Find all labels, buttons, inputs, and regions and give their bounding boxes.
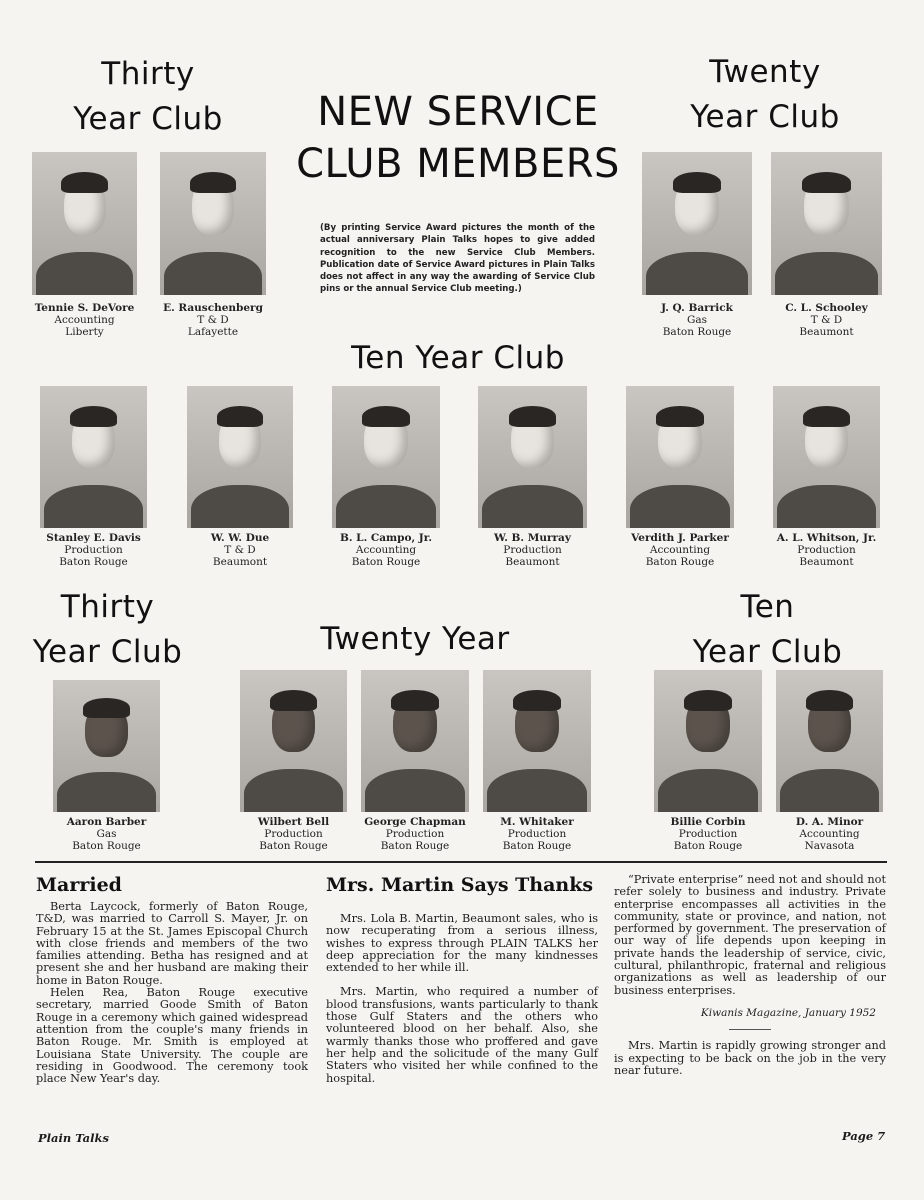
portrait-hair	[190, 172, 237, 193]
member-caption	[345, 816, 485, 852]
quote-source: Kiwanis Magazine, January 1952	[700, 1006, 876, 1019]
footer-publication: Plain Talks	[38, 1131, 109, 1145]
portrait-hair	[217, 406, 264, 427]
section-divider	[35, 861, 887, 863]
club-heading	[300, 336, 616, 381]
member-name: Billie Corbin	[670, 816, 746, 828]
member-portrait	[654, 670, 762, 812]
member-portrait	[240, 670, 347, 812]
portrait-hair	[803, 406, 850, 427]
title-line-1: NEW SERVICE	[317, 89, 599, 135]
portrait-hair	[513, 690, 561, 711]
member-name: C. L. Schooley	[785, 302, 868, 314]
portrait-body	[336, 485, 435, 528]
member-portrait	[187, 386, 293, 528]
portrait-hair	[656, 406, 704, 427]
member-city: Baton Rouge	[59, 556, 128, 568]
member-caption	[170, 532, 310, 568]
member-caption	[224, 816, 364, 852]
club-heading-line: Twenty Year	[320, 621, 510, 657]
member-portrait	[32, 152, 137, 295]
member-caption	[316, 532, 456, 568]
member-city: Beaumont	[799, 556, 854, 568]
member-caption	[467, 816, 607, 852]
member-caption	[757, 302, 897, 338]
member-department: Production	[264, 828, 323, 840]
member-city: Baton Rouge	[72, 840, 141, 852]
portrait-hair	[684, 690, 732, 711]
member-city: Liberty	[65, 326, 104, 338]
portrait-body	[487, 769, 586, 812]
club-heading	[48, 52, 248, 142]
member-department: Gas	[96, 828, 117, 840]
page-title	[283, 86, 633, 190]
portrait-body	[244, 769, 342, 812]
club-heading-line: Year Club	[690, 99, 840, 135]
short-divider	[729, 1029, 771, 1030]
intro-note: (By printing Service Award pictures the month of the actual anniversary Plain Talks hopes to give added recognition to the new Service Club Members. Publication date of Service Award pictures in Plain Talks does not affect in any way the awarding of Service Club pins or the annual Service Club meeting.)	[320, 223, 595, 295]
portrait-body	[775, 252, 877, 295]
portrait-body	[57, 772, 155, 812]
club-heading-line: Thirty	[60, 589, 155, 625]
member-caption	[627, 302, 767, 338]
member-name: A. L. Whitson, Jr.	[776, 532, 877, 544]
member-department: Accounting	[54, 314, 115, 326]
member-caption	[37, 816, 177, 852]
article-paragraph: Mrs. Martin, who required a number of blood transfusions, wants particularly to thank those Gulf Staters and the others who volunteered blood on her behalf. Also, she warmly thanks those who proffered and gave her help and the solicitude of the many Gulf Staters who visited her while confined to the hospital.	[326, 985, 598, 1085]
member-name: Stanley E. Davis	[46, 532, 141, 544]
member-city: Beaumont	[212, 556, 268, 568]
club-heading-line: Year Club	[73, 101, 223, 137]
member-portrait	[40, 386, 147, 528]
portrait-body	[777, 485, 875, 528]
member-department: Production	[385, 828, 445, 840]
portrait-hair	[802, 172, 851, 193]
member-caption	[638, 816, 778, 852]
member-city: Navasota	[804, 840, 855, 852]
member-department: Accounting	[799, 828, 860, 840]
portrait-hair	[83, 698, 130, 718]
member-caption	[15, 302, 155, 338]
member-portrait	[626, 386, 734, 528]
footer-page-number: Page 7	[842, 1129, 886, 1143]
member-city: Lafayette	[187, 326, 239, 338]
club-heading	[665, 50, 865, 140]
member-portrait	[361, 670, 469, 812]
member-department: Gas	[686, 314, 708, 326]
member-department: Accounting	[355, 544, 417, 556]
club-heading-line: Twenty	[709, 54, 821, 90]
member-caption	[757, 532, 897, 568]
portrait-hair	[391, 690, 439, 711]
member-caption	[463, 532, 603, 568]
member-name: Tennie S. DeVore	[34, 302, 135, 314]
club-heading-line: Year Club	[692, 634, 843, 670]
member-city: Baton Rouge	[380, 840, 450, 852]
portrait-hair	[362, 406, 410, 427]
member-city: Beaumont	[799, 326, 854, 338]
member-name: Verdith J. Parker	[631, 532, 729, 544]
member-department: Production	[797, 544, 856, 556]
member-portrait	[776, 670, 883, 812]
member-name: W. W. Due	[210, 532, 270, 544]
member-city: Baton Rouge	[645, 556, 715, 568]
member-portrait	[773, 386, 880, 528]
member-name: Wilbert Bell	[257, 816, 330, 828]
member-caption	[760, 816, 900, 852]
member-name: M. Whitaker	[500, 816, 574, 828]
article-private-enterprise	[614, 874, 886, 1077]
portrait-body	[658, 769, 757, 812]
article-paragraph: Helen Rea, Baton Rouge executive secretary, married Goode Smith of Baton Rouge in a ceremony which gained widespread attention from the couple's many friends in Baton Rouge. Mr. Smith is employed at Louisiana State University. The couple are residing in Goodwood. The ceremony took place New Year's day.	[36, 986, 308, 1086]
club-heading	[665, 585, 870, 675]
article-paragraph: Mrs. Lola B. Martin, Beaumont sales, who is now recuperating from a serious illness, wishes to express through PLAIN TALKS her deep appreciation for the many kindnesses extended to her while ill.	[326, 912, 598, 975]
portrait-hair	[270, 690, 317, 711]
article-paragraph: Berta Laycock, formerly of Baton Rouge, T&D, was married to Carroll S. Mayer, Jr. on February 15 at the St. James Episcopal Church with close friends and members of the two families attending. Betha has resigned and at present she and her husband are making their home in Baton Rouge.	[36, 900, 308, 987]
article-paragraph: “Private enterprise” need not and should not refer solely to business and industry. Private enterprise encompasses all activities in the community, state or province, and nation, not performed by government. The preservation of our way of life depends upon keeping in private hands the leadership of service, civic, cultural, philanthropic, fraternal and religious organizations as well as leadership of our business enterprises.	[614, 873, 886, 997]
member-department: Production	[678, 828, 738, 840]
club-heading	[10, 585, 205, 675]
member-name: George Chapman	[364, 816, 466, 828]
portrait-body	[44, 485, 142, 528]
portrait-hair	[70, 406, 117, 427]
portrait-body	[630, 485, 729, 528]
member-portrait	[160, 152, 266, 295]
member-caption	[610, 532, 750, 568]
portrait-hair	[673, 172, 721, 193]
member-city: Beaumont	[505, 556, 560, 568]
member-portrait	[483, 670, 591, 812]
article-martin-thanks	[326, 872, 598, 1085]
portrait-body	[164, 252, 262, 295]
member-name: D. A. Minor	[795, 816, 864, 828]
member-name: Aaron Barber	[66, 816, 147, 828]
member-portrait	[478, 386, 587, 528]
club-heading-line: Year Club	[32, 634, 183, 670]
title-line-2: CLUB MEMBERS	[296, 141, 620, 187]
member-city: Baton Rouge	[662, 326, 732, 338]
member-name: E. Rauschenberg	[163, 302, 263, 314]
member-name: J. Q. Barrick	[661, 302, 733, 314]
portrait-hair	[509, 406, 557, 427]
member-city: Baton Rouge	[259, 840, 328, 852]
member-department: T & D	[810, 314, 843, 326]
member-portrait	[332, 386, 440, 528]
club-heading-line: Ten	[740, 589, 795, 625]
article-paragraph: Mrs. Martin is rapidly growing stronger and is expecting to be back on the job in the very near future.	[614, 1039, 886, 1077]
member-department: T & D	[224, 544, 256, 556]
portrait-hair	[806, 690, 853, 711]
article-heading: Mrs. Martin Says Thanks	[326, 874, 594, 896]
portrait-hair	[61, 172, 107, 193]
article-heading: Married	[36, 874, 122, 896]
member-name: B. L. Campo, Jr.	[340, 532, 432, 544]
member-department: T & D	[197, 314, 229, 326]
member-caption	[143, 302, 283, 338]
member-department: Production	[64, 544, 123, 556]
member-city: Baton Rouge	[351, 556, 421, 568]
club-heading-line: Thirty	[101, 56, 195, 92]
member-city: Baton Rouge	[502, 840, 572, 852]
article-married	[36, 872, 308, 1085]
portrait-body	[36, 252, 133, 295]
portrait-body	[482, 485, 582, 528]
portrait-body	[191, 485, 289, 528]
member-department: Production	[503, 544, 562, 556]
member-name: W. B. Murray	[494, 532, 571, 544]
member-portrait	[53, 680, 160, 812]
member-portrait	[642, 152, 752, 295]
member-department: Production	[507, 828, 567, 840]
member-caption	[24, 532, 164, 568]
club-heading	[300, 617, 530, 662]
member-city: Baton Rouge	[673, 840, 743, 852]
portrait-body	[780, 769, 878, 812]
portrait-body	[646, 252, 747, 295]
member-department: Accounting	[649, 544, 711, 556]
portrait-body	[365, 769, 464, 812]
member-portrait	[771, 152, 882, 295]
club-heading-line: Ten Year Club	[351, 340, 565, 376]
